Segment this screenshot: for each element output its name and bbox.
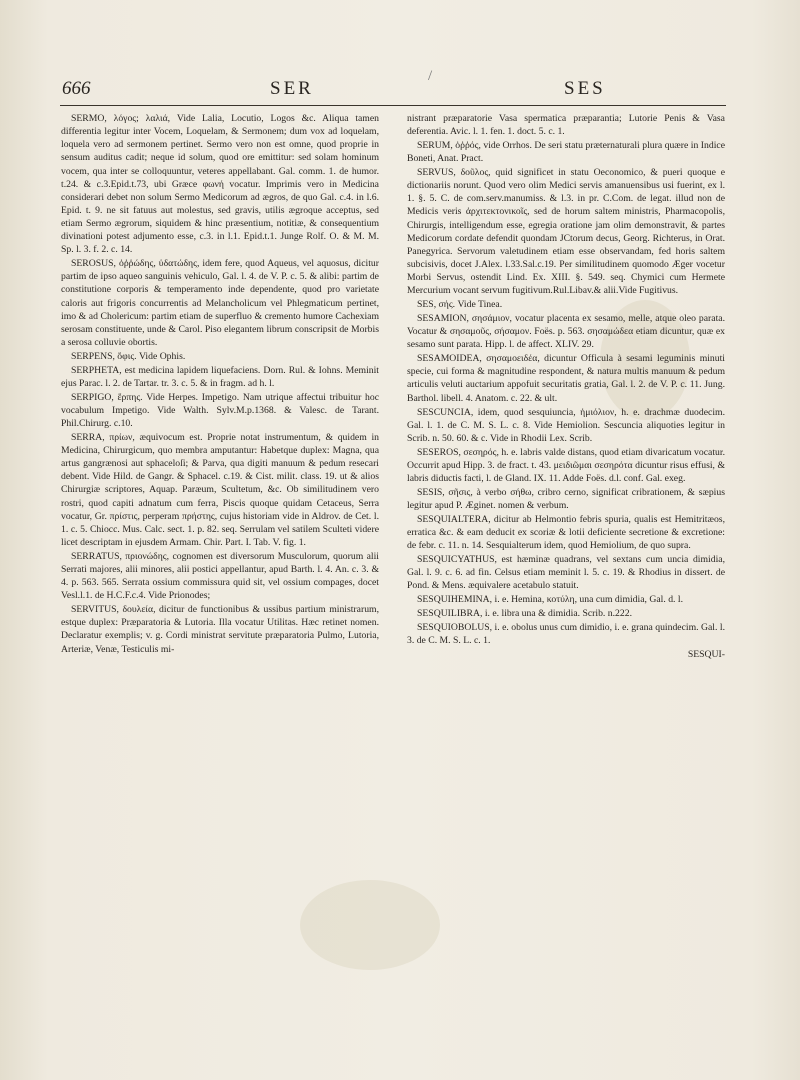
right-column: [407, 112, 725, 1052]
left-column: [61, 112, 379, 1052]
entry-sesquicyathus: SESQUICYATHUS, est hæminæ quadrans, vel sextans cum uncia dimidia, Gal. l. 9. c. 6. ad fin. Celsus etiam meminit l. 5. c. 19. & Rhodius in dissert. de Pond. & Mens. æquivalere acetabulo statuit.: [407, 554, 725, 592]
running-header: [60, 68, 725, 106]
header-rule: [60, 105, 726, 106]
entry-seseros: SESEROS, σεσηρός, h. e. labris valde distans, quod etiam divaricatum vocatur. Occurrit apud Hipp. 3. de fract. t. 43. μειδιῶμαι σεσηρότα dicuntur risus effusi, & labris diductis facti, l. de Gland. IX. 11. Adde Foës. d.l. conf. Gal. exeg.: [407, 446, 725, 484]
entry-serpigo: SERPIGO, ἕρπης. Vide Herpes. Impetigo. Nam utrique affectui tribuitur hoc vocabulum Impetigo. Vide Walth. Sylv.M.p.1368. & Valesc. de Tarant. Phil.Chirurg. c.10.: [61, 391, 379, 430]
page-number: 666: [62, 78, 91, 99]
pencil-mark: /: [428, 68, 433, 84]
entry-serratus: SERRATUS, πριονώδης, cognomen est diversorum Musculorum, quorum alii Serrati majores, alii minores, alii postici appellantur, apud Barth. l. 4. An. c. 3. & 4. p. 563. 565. Serrata ossium commissura quid sit, vel ossium compages, docet Vesl.l.1. de H.C.F.c.4. Vide Prionodes;: [61, 550, 379, 602]
entry-sescuncia: SESCUNCIA, idem, quod sesquiuncia, ἡμιόλιον, h. e. drachmæ duodecim. Gal. l. 1. de C. M. S. L. c. 8. Vide Hemiolion. Sescuncia aliquoties legitur in Scrib. n. 50. 60. & c. Vide in Rhodii Lex. Scrib.: [407, 406, 725, 444]
right-running-title: SES: [564, 78, 606, 99]
entry-servus: SERVUS, δοῦλος, quid significet in statu Oeconomico, & pueri quoque e dictionariis norunt. Quod vero olim Medici servis amanuensibus usi fuerint, ex l. 1. §. 5. C. de com.serv.manumiss. & l.3. in pr. C.Com. de legat. illud non de Medicis veris ἀρχιτεκτονικοῖς, sed de horum saltem ministris, Pharmacopolis, Chirurgis, intelligendum esse, egregia oratione jam olim demonstravit, & partes Medicorum cordate defendit quondam JCtorum decus, Georg. Richterus, in Orat. Panegyrica. Servorum valetudinem etiam esse observandam, fed horis saltem subcisivis, docet J.Alex. l.33.Sal.c.19. Per similitudinem quomodo Æger vocetur Morbi Servus, ostendit Lind. Ex. XIII. §. 549. seq. Chymici cum Hermete Mercurium vocant servum fugitivum.Rul.Libav.& alii.Vide Fugitivus.: [407, 167, 725, 297]
entry-sesquilibra: SESQUILIBRA, i. e. libra una & dimidia. Scrib. n.222.: [417, 608, 632, 620]
entry-sesis: SESIS, σῆσις, à verbo σήθω, cribro cerno, significat cribrationem, & sæpius legitur apud P. Æginet. nomen & verbum.: [407, 486, 725, 511]
entry-serpens: SERPENS, ὄφις. Vide Ophis.: [71, 350, 186, 362]
entry-sesquihemina: SESQUIHEMINA, i. e. Hemina, κοτύλη, una cum dimidia, Gal. d. l.: [417, 594, 683, 606]
entry-sesquialtera: SESQUIALTERA, dicitur ab Helmontio febris spuria, qualis est Hemitritæos, erratica &c. & eam deducit ex scoriæ & lotii deficiente secretione & excretione: de febr. c. 11. n. 14. Sesquialterum idem, quod Hemiolium, de quo supra.: [407, 513, 725, 552]
entry-sesquiobolus: SESQUIOBOLUS, i. e. obolus unus cum dimidio, i. e. grana quindecim. Gal. l. 3. de C. M. S. L. c. 1.: [407, 622, 725, 647]
entry-serpheta: SERPHETA, est medicina lapidem liquefaciens. Dorn. Rul. & Iohns. Meminit ejus Parac. l. 2. de Tartar. tr. 3. c. 5. & in fragm. ad h. l.: [61, 364, 379, 389]
entry-sesamion: SESAMION, σησάμιον, vocatur placenta ex sesamo, melle, atque oleo parata. Vocatur & σησαμοῦς, σήσαμον. Foës. p. 563. σησαμώδεα etiam dicuntur, quæ ex sesamo sunt parata. Hipp. l. de affect. XLIV. 29.: [407, 313, 725, 351]
left-running-title: SER: [270, 78, 314, 99]
entry-serra: SERRA, πρίων, æquivocum est. Proprie notat instrumentum, & quidem in Medicina, Chirurgicum, quo membra amputantur: Habetque duplex: Magna, qua artus gangrænosi aut sphaceloſi; & Parva, qua digiti manuum & pedum resecari debent. Vide Hild. de Gangr. & Sphacel. c.19. & Cist. milit. class. 19. ut & alios Chirurgiæ scriptores, Aquap. Paræum, Scultetum, &c. Ob similitudinem vero rostri, quod capiti adnatum cum ferra, Piscis quoque quidam Cetaceus, Serra vocatur, Gr. πρίστις, perperam πρήστης, cujus historiam vide in Aldrov. de Cet. l. 1. c. 5. Chiocc. Mus. Calc. sect. 1. p. 82. seq. Serrulam vel satilem Sculteti videre licet descriptam in ejusdem Armam. Chir. Part. I. Tab. V. fig. 1.: [61, 431, 379, 548]
entry-servitus: SERVITUS, δουλεία, dicitur de functionibus & ussibus partium ministrarum, estque duplex: Præparatoria & Lutoria. Illa vocatur Utilitas. Hæc retinet nomen. Declaratur exemplis; v. g. Cordi ministrat servitute præparatoria Pulmo, Lutoria, Arteriæ, Venæ, Testiculis mi-: [61, 604, 379, 655]
catchword: SESQUI-: [687, 649, 725, 661]
entry-serosus: SEROSUS, ὀῤῥώδης, ὑδατώδης, idem fere, quod Aqueus, vel aquosus, dicitur partim de ipso aqueo sanguinis vehiculo, Gal. l. 4. de V. P. c. 5. & alibi: partim de constitutione corporis & temperamento inde dependente, quod pro varietate caloris aut frigoris concurrentis ad Melancholicum vel Phlegmaticum pertinet, imo & ad Cholericum: partim etiam de superfluo & cremento humore Cachexiam serosam constituente, unde & Carol. Piso elegantem librum conscripsit de Morbis a serosa colluvie obortis.: [61, 258, 379, 348]
entry-servitus-continued: nistrant præparatorie Vasa spermatica præparantia; Lutorie Penis & Vasa deferentia. Avic. l. 1. fen. 1. doct. 5. c. 1.: [407, 113, 725, 138]
entry-ses: SES, σής. Vide Tinea.: [417, 299, 503, 311]
entry-sermo: SERMO, λόγος; λαλιά, Vide Lalia, Locutio, Logos &c. Aliqua tamen differentia legitur inter Vocem, Loquelam, & Sermonem; dum vox ad loquelam, loquela vero ad sermonem pertinet. Sermo vero non est omne, quod proprie in sensum auditus cadit; neque id solum, quod ore emittitur: sed solam hominum vocem, qua inter se colloquuntur, veteres appellabant. Gal. comm. 1. de humor. t.24. & c.3.Epid.t.73, ubi Græce φωνή vocatur. Imprimis vero in Medicina considerari debet non solum Sermo Medicorum ad ægros, de quo Gal. c.4. in l.6. Epid. t. 9. ne sit fatuus aut molestus, sed gravis, utilis ægroque acceptus, sed etiam Sermo ægrorum, siquidem & hinc præsentium, notitiæ, & consequentium divinationi potest adjumento esse, c.3. in l.1. Epid.t.1. Junge Rolf. O. & M. M. Sp. l. 3. f. 2. c. 14.: [61, 113, 379, 256]
entry-sesamoidea: SESAMOIDEA, σησαμοειδέα, dicuntur Officula à sesami leguminis minuti specie, cui forma & magnitudine respondent, & natura multis manuum & pedum articulis veluti auctarium appofuit securitatis gratia, Gal. l. 2. de V. P. c. 11. Jung. Barthol. libell. 4. Anatom. c. 22. & ult.: [407, 353, 725, 404]
entry-serum: SERUM, ὀῤῥός, vide Orrhos. De seri statu præternaturali plura quære in Indice Boneti, Anat. Pract.: [407, 140, 725, 165]
